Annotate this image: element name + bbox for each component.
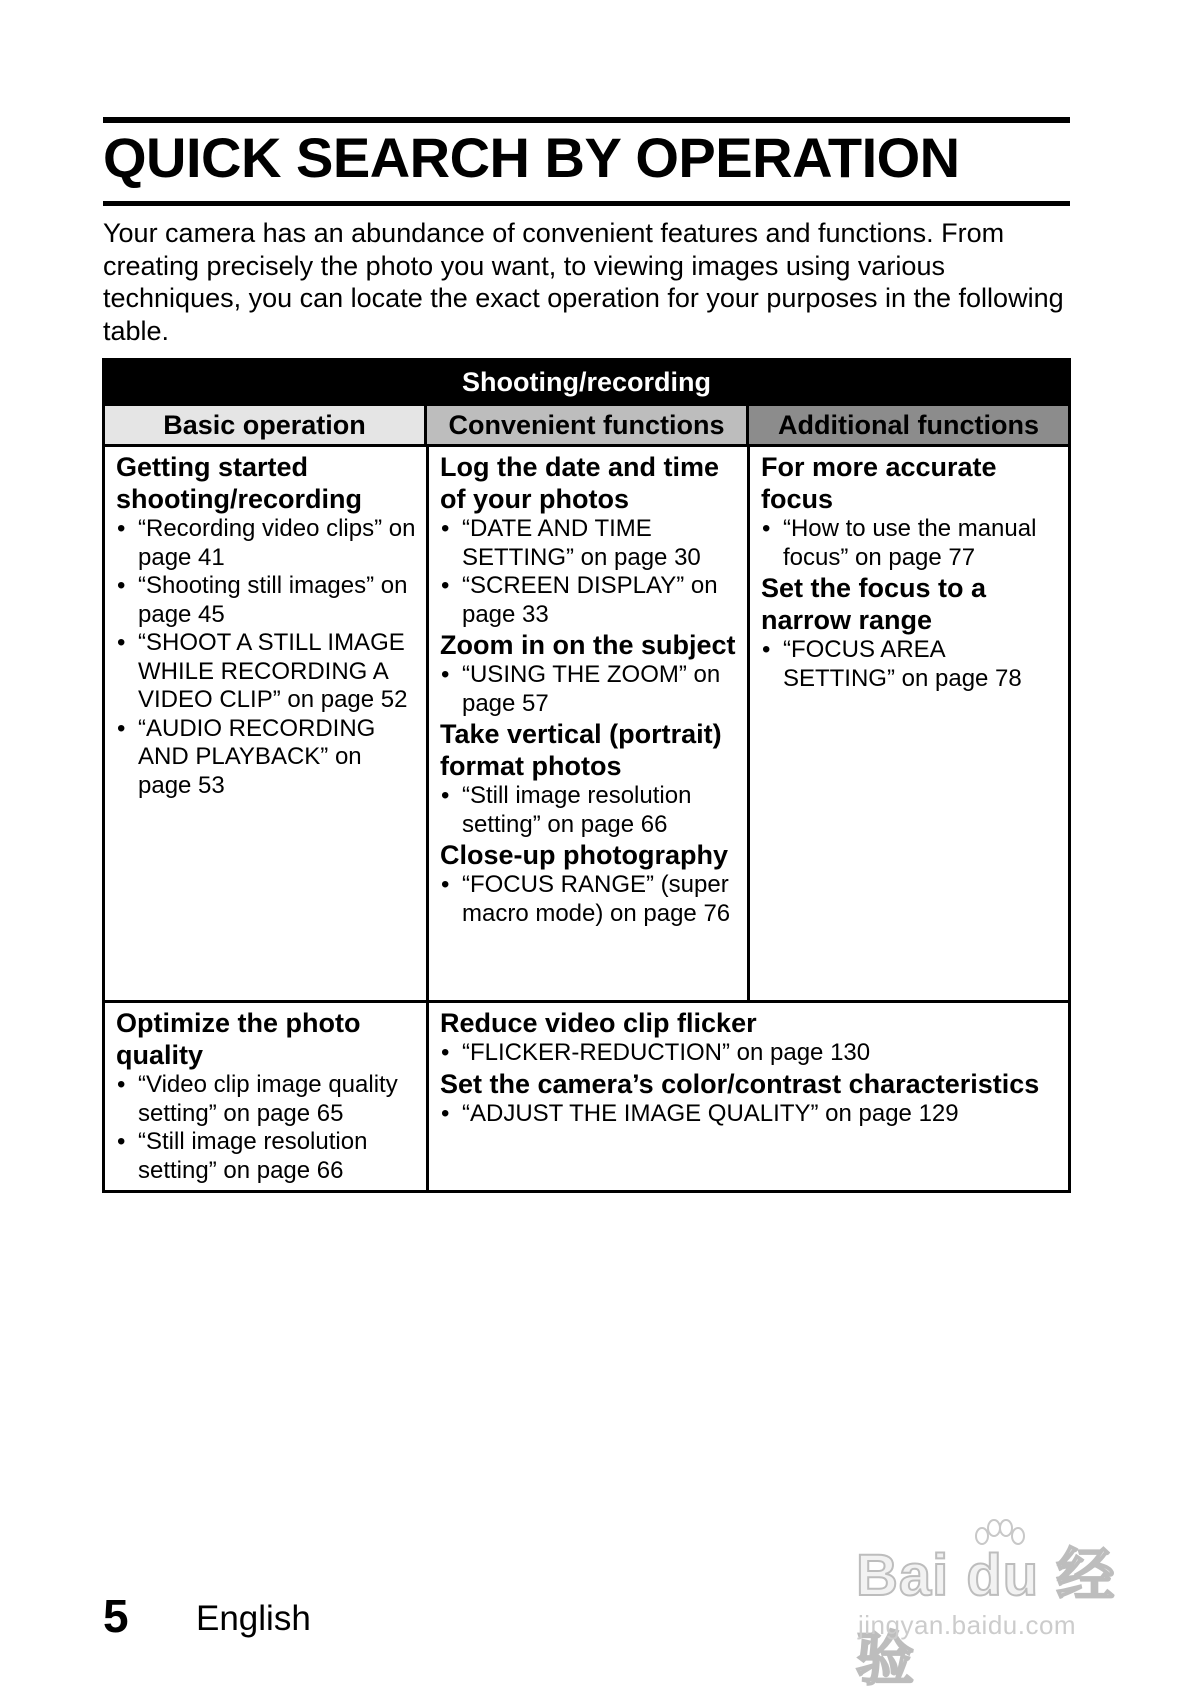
- list-item: • “SCREEN DISPLAY” on page 33: [440, 572, 737, 629]
- cell-additional-functions: [747, 447, 1068, 1000]
- list-item: • “AUDIO RECORDING AND PLAYBACK” on page 53: [116, 715, 416, 801]
- section-heading: Log the date and time of your photos: [439, 452, 720, 514]
- operations-table: [102, 358, 1071, 1193]
- reference-list: [440, 1100, 1058, 1129]
- column-header-convenient: Convenient functions: [424, 406, 746, 444]
- section-heading: Close-up photography: [439, 840, 728, 870]
- list-item: • “Still image resolution setting” on page 66: [116, 1128, 416, 1185]
- title-top-rule: [103, 117, 1070, 123]
- cell-basic-operation: [105, 447, 426, 1000]
- reference-list: [116, 1071, 416, 1185]
- list-item: • “Recording video clips” on page 41: [116, 515, 416, 572]
- paw-icon: [968, 1518, 1028, 1568]
- section-heading: Getting started shooting/recording: [116, 452, 362, 514]
- list-item: • “FOCUS AREA SETTING” on page 78: [761, 636, 1058, 693]
- table-row: [105, 1003, 1068, 1190]
- reference-list: [761, 515, 1058, 572]
- list-item: • “SHOOT A STILL IMAGE WHILE RECORDING A VIDEO CLIP” on page 52: [116, 629, 416, 715]
- list-item: • “FOCUS RANGE” (super macro mode) on page 76: [440, 871, 737, 928]
- section-heading: Take vertical (portrait) format photos: [439, 719, 722, 781]
- cell-convenient-additional-functions: [426, 1003, 1068, 1190]
- reference-list: [761, 636, 1058, 693]
- section-heading: Zoom in on the subject: [439, 630, 736, 660]
- reference-list: [116, 515, 416, 800]
- page-number: 5: [103, 1590, 129, 1642]
- title-bottom-rule: [103, 201, 1070, 206]
- cell-convenient-functions: [426, 447, 747, 1000]
- table-row: [105, 447, 1068, 1003]
- section-heading: Set the camera’s color/contrast characteristics: [439, 1068, 1040, 1099]
- list-item: • “FLICKER-REDUCTION” on page 130: [440, 1039, 1058, 1068]
- section-heading: Reduce video clip flicker: [439, 1008, 757, 1038]
- list-item: • “How to use the manual focus” on page 77: [761, 515, 1058, 572]
- reference-list: [440, 1039, 1058, 1068]
- watermark-logo: Bai du 经验: [856, 1543, 1116, 1692]
- page-language: English: [196, 1599, 311, 1638]
- reference-list: [440, 661, 737, 718]
- section-heading: For more accurate focus: [760, 452, 997, 514]
- list-item: • “USING THE ZOOM” on page 57: [440, 661, 737, 718]
- table-header: Shooting/recording: [105, 361, 1068, 403]
- baidu-watermark: [856, 1518, 1156, 1692]
- list-item: • “DATE AND TIME SETTING” on page 30: [440, 515, 737, 572]
- cell-basic-operation: [105, 1003, 426, 1190]
- column-header-additional: Additional functions: [746, 406, 1068, 444]
- section-heading: Optimize the photo quality: [116, 1008, 361, 1070]
- section-heading: Set the focus to a narrow range: [760, 573, 986, 635]
- list-item: • “Shooting still images” on page 45: [116, 572, 416, 629]
- watermark-url: jingyan.baidu.com: [858, 1610, 1077, 1640]
- column-header-basic: Basic operation: [105, 406, 424, 444]
- reference-list: [440, 782, 737, 839]
- list-item: • “Still image resolution setting” on page 66: [440, 782, 737, 839]
- page-title: QUICK SEARCH BY OPERATION: [103, 126, 960, 189]
- list-item: • “ADJUST THE IMAGE QUALITY” on page 129: [440, 1100, 1058, 1129]
- reference-list: [440, 871, 737, 928]
- intro-paragraph: Your camera has an abundance of convenient features and functions. From creating precisely the photo you want, to viewing images using various techniques, you can locate the exact operation for your purposes in the following table.: [103, 218, 1064, 346]
- reference-list: [440, 515, 737, 629]
- list-item: • “Video clip image quality setting” on page 65: [116, 1071, 416, 1128]
- column-headers: [105, 403, 1068, 447]
